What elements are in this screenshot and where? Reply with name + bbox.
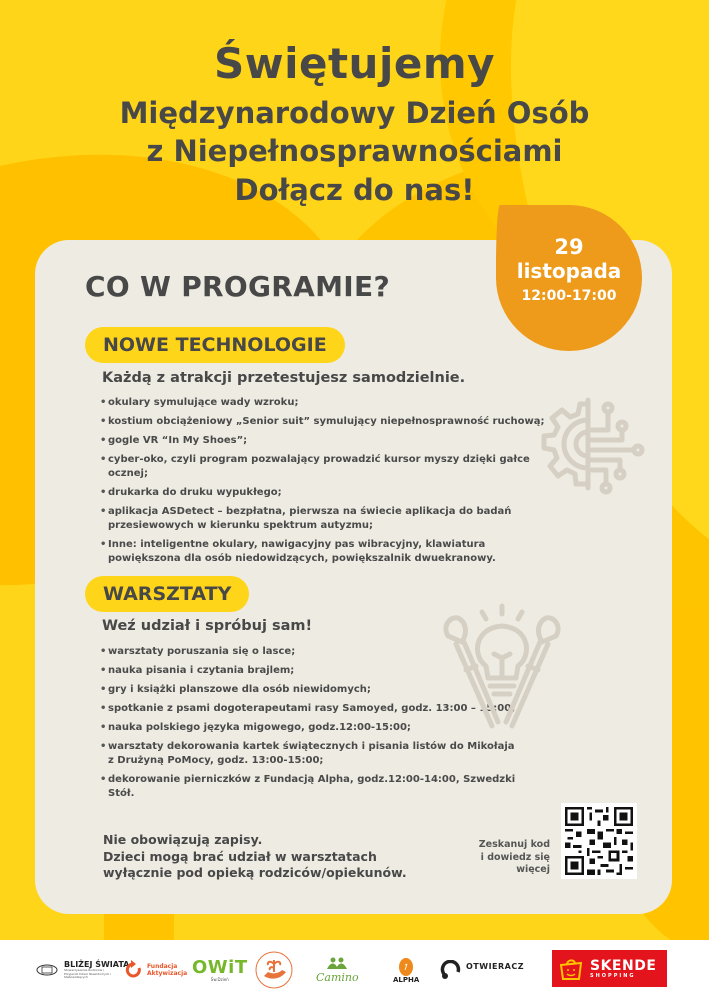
list-item: • cyber-oko, czyli program pozwalający prowadzić kursor myszy dzięki gałce ocznej;: [100, 453, 550, 481]
list-item: • gry i książki planszowe dla osób niewidomych;: [100, 683, 520, 697]
logo-alpha: [393, 940, 419, 1000]
shopping-bag-icon: [558, 957, 584, 981]
logo-skende-name: SKENDE: [590, 957, 657, 974]
eye-icon: [36, 964, 58, 976]
qr-code[interactable]: [561, 803, 637, 879]
logo-blizej-name: BLIŻEJ ŚWIATA: [64, 960, 130, 970]
hero-line-4: Dołącz do nas!: [234, 173, 475, 207]
technologies-list: [100, 396, 550, 571]
list-item: • gogle VR “In My Shoes”;: [100, 434, 550, 448]
section-heading-technologies: NOWE TECHNOLOGIE: [85, 327, 345, 363]
date-badge: [496, 205, 642, 351]
hands-plant-icon: [254, 950, 294, 990]
logo-otwieracz-name: OTWIERACZ: [466, 961, 525, 971]
registration-note: [103, 832, 407, 882]
refresh-arrow-icon: [125, 960, 143, 980]
list-item: • dekorowanie pierniczków z Fundacją Alpha, godz.12:00-14:00, Szwedzki Stół.: [100, 773, 520, 801]
logo-blizej-swiata: [36, 940, 129, 1000]
date-day: 29: [554, 235, 584, 259]
hero-line-2: Międzynarodowy Dzień Osób: [119, 96, 590, 130]
list-item: • kostium obciążeniowy „Senior suit” symulujący niepełnosprawność ruchową;: [100, 415, 550, 429]
gear-circuit-icon: [530, 390, 650, 510]
list-item: • nauka pisania i czytania brajlem;: [100, 664, 520, 678]
qr-label-line-2: i dowiedz się: [480, 851, 550, 863]
logo-blizej-tag: Stowarzyszenie Rodziców i Przyjaciół Dzieci Niewidomych i Słabowidzących: [64, 968, 112, 980]
note-line-1: Nie obowiązują zapisy.: [103, 832, 263, 847]
qr-label-line-3: więcej: [516, 864, 550, 875]
people-icon: [325, 957, 349, 971]
logo-skende-shopping: [552, 950, 667, 987]
list-item: • spotkanie z psami dogoterapeutami rasy Samoyed, godz. 13:00 – 15:00;: [100, 702, 520, 716]
qr-label-line-1: Zeskanuj kod: [478, 839, 550, 850]
logo-fundacja-line-2: Aktywizacja: [147, 970, 188, 977]
logo-camino-name: Camino: [316, 970, 359, 984]
note-line-3: wyłącznie pod opieką rodziców/opiekunów.: [103, 865, 407, 880]
logo-alpha-name: ALPHA: [393, 976, 420, 984]
logo-fundacja-line-1: Fundacja: [147, 963, 178, 970]
list-item: • warsztaty poruszania się o lasce;: [100, 645, 520, 659]
section-heading-workshops: WARSZTATY: [85, 576, 249, 612]
opener-icon: [440, 960, 464, 980]
list-item: • nauka polskiego języka migowego, godz.12:00-15:00;: [100, 721, 520, 735]
program-title: CO W PROGRAMIE?: [85, 270, 390, 303]
section-subtitle-technologies: Każdą z atrakcji przetestujesz samodzielnie.: [102, 370, 466, 386]
date-time: 12:00-17:00: [521, 288, 617, 304]
logo-owit-name: OWiT: [192, 956, 248, 978]
hero-line-3: z Niepełnosprawnościami: [146, 134, 563, 168]
logo-camino: [316, 940, 359, 1000]
logo-owit-tag: Św.Dzień: [210, 976, 229, 982]
date-month: listopada: [516, 259, 622, 283]
list-item: • warsztaty dekorowania kartek świątecznych i pisania listów do Mikołaja z Drużyną PoMocy, godz. 13:00-15:00;: [100, 740, 520, 768]
list-item: • aplikacja ASDetect – bezpłatna, pierwsza na świecie aplikacja do badań przesiewowych w kierunku spektrum autyzmu;: [100, 505, 550, 533]
logo-owit: [192, 940, 248, 1000]
list-item: • okulary symulujące wady wzroku;: [100, 396, 550, 410]
list-item: • drukarka do druku wypukłego;: [100, 486, 550, 500]
egg-icon: [398, 956, 414, 976]
qr-label: [470, 839, 550, 877]
section-subtitle-workshops: Weź udział i spróbuj sam!: [102, 618, 313, 634]
sponsor-footer: [0, 940, 709, 1000]
logo-otwieracz: [440, 940, 524, 1000]
logo-fundacja-aktywizacja: [125, 940, 187, 1000]
note-line-2: Dzieci mogą brać udział w warsztatach: [103, 848, 377, 864]
logo-skende-tag: SHOPPING: [590, 972, 636, 979]
hero-line-1: Świętujemy: [214, 39, 495, 88]
lightbulb-brushes-icon: [432, 600, 572, 730]
logo-circle-emblem: [254, 940, 294, 1000]
hero-heading: [0, 38, 709, 210]
list-item: • Inne: inteligentne okulary, nawigacyjny pas wibracyjny, klawiatura powiększona dla osób niedowidzących, powiększalnik dwuekranowy.: [100, 538, 550, 566]
